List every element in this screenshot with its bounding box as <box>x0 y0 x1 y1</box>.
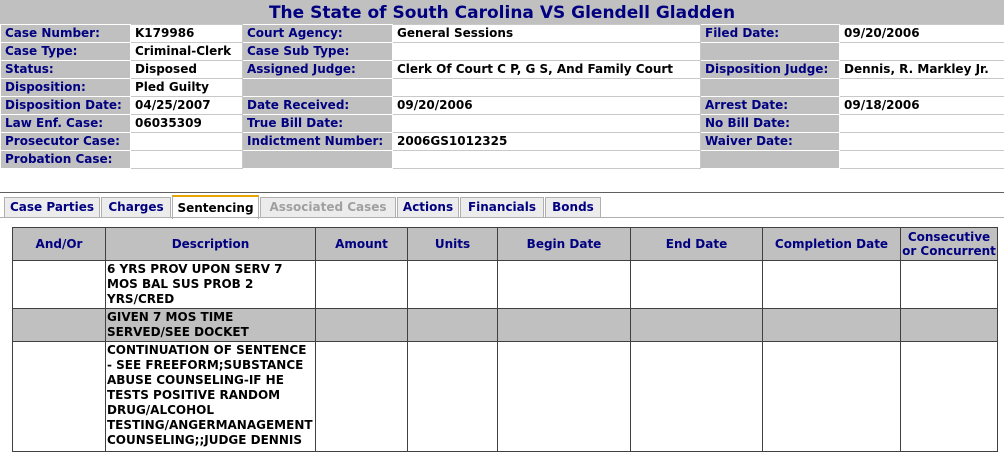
field-value: 04/25/2007 <box>131 97 243 115</box>
tab-case-parties[interactable]: Case Parties <box>4 197 100 217</box>
field-label: Court Agency: <box>243 25 393 43</box>
field-value: Dennis, R. Markley Jr. <box>840 61 1004 79</box>
field-label: Indictment Number: <box>243 133 393 151</box>
field-label: Waiver Date: <box>701 133 840 151</box>
field-value <box>393 79 701 97</box>
field-value: 06035309 <box>131 115 243 133</box>
field-value <box>840 151 1004 169</box>
tab-associated-cases: Associated Cases <box>260 197 396 217</box>
table-cell <box>631 261 763 309</box>
field-label: Arrest Date: <box>701 97 840 115</box>
page-title: The State of South Carolina VS Glendell Gladden <box>0 0 1004 24</box>
description-line: TESTING/ANGERMANAGEMENT <box>107 418 313 432</box>
description-line: COUNSELING;;JUDGE DENNIS <box>107 433 302 447</box>
table-cell <box>13 261 106 309</box>
description-line: MOS BAL SUS PROB 2 <box>107 277 254 291</box>
table-cell <box>316 342 408 452</box>
field-value: 09/20/2006 <box>393 97 701 115</box>
table-cell <box>631 309 763 342</box>
case-info-row <box>1 43 1004 61</box>
description-cell <box>106 309 316 342</box>
sentencing-table <box>12 227 998 452</box>
table-cell <box>631 342 763 452</box>
field-label: Probation Case: <box>1 151 131 169</box>
field-label: Filed Date: <box>701 25 840 43</box>
field-label: Status: <box>1 61 131 79</box>
table-cell <box>408 261 498 309</box>
column-header: Units <box>408 228 498 261</box>
case-info-table <box>0 24 1004 169</box>
table-cell <box>316 261 408 309</box>
table-cell <box>901 261 998 309</box>
table-cell <box>901 342 998 452</box>
tab-charges[interactable]: Charges <box>101 197 171 217</box>
description-line: ABUSE COUNSELING-IF HE <box>107 373 284 387</box>
section-divider <box>0 192 1004 193</box>
description-line: - SEE FREEFORM;SUBSTANCE <box>107 358 304 372</box>
case-info-row <box>1 79 1004 97</box>
description-line: 6 YRS PROV UPON SERV 7 <box>107 262 283 276</box>
table-cell <box>901 309 998 342</box>
tab-financials[interactable]: Financials <box>460 197 544 217</box>
field-label <box>243 79 393 97</box>
field-label: No Bill Date: <box>701 115 840 133</box>
field-value: 09/18/2006 <box>840 97 1004 115</box>
table-row <box>13 261 998 309</box>
field-label: Prosecutor Case: <box>1 133 131 151</box>
field-value <box>393 43 701 61</box>
description-cell <box>106 261 316 309</box>
field-value <box>840 133 1004 151</box>
table-cell <box>763 309 901 342</box>
field-label: Disposition: <box>1 79 131 97</box>
field-label: Case Type: <box>1 43 131 61</box>
tab-baseline <box>0 217 1004 218</box>
field-value <box>840 43 1004 61</box>
field-value: Pled Guilty <box>131 79 243 97</box>
field-value <box>840 115 1004 133</box>
description-line: GIVEN 7 MOS TIME <box>107 310 234 324</box>
column-header: And/Or <box>13 228 106 261</box>
table-cell <box>13 309 106 342</box>
field-label: Law Enf. Case: <box>1 115 131 133</box>
description-line: YRS/CRED <box>107 292 175 306</box>
field-value: General Sessions <box>393 25 701 43</box>
field-label: Disposition Date: <box>1 97 131 115</box>
case-info-row <box>1 25 1004 43</box>
column-header: Consecutive or Concurrent <box>901 228 998 261</box>
column-header: Completion Date <box>763 228 901 261</box>
tab-actions[interactable]: Actions <box>397 197 459 217</box>
field-value: Disposed <box>131 61 243 79</box>
field-label <box>701 151 840 169</box>
field-label: Date Received: <box>243 97 393 115</box>
case-info-row <box>1 115 1004 133</box>
column-header: Amount <box>316 228 408 261</box>
field-value <box>393 151 701 169</box>
field-label: Assigned Judge: <box>243 61 393 79</box>
field-label: Disposition Judge: <box>701 61 840 79</box>
field-value: Clerk Of Court C P, G S, And Family Court <box>393 61 701 79</box>
field-value: Criminal-Clerk <box>131 43 243 61</box>
table-cell <box>316 309 408 342</box>
table-cell <box>763 261 901 309</box>
table-cell <box>408 342 498 452</box>
description-line: TESTS POSITIVE RANDOM <box>107 388 281 402</box>
table-row <box>13 309 998 342</box>
field-value <box>131 133 243 151</box>
table-row <box>13 342 998 452</box>
field-label: Case Sub Type: <box>243 43 393 61</box>
column-header: Begin Date <box>498 228 631 261</box>
description-line: DRUG/ALCOHOL <box>107 403 215 417</box>
tab-bonds[interactable]: Bonds <box>545 197 601 217</box>
case-info-row <box>1 61 1004 79</box>
table-cell <box>408 309 498 342</box>
field-label <box>701 43 840 61</box>
field-value: K179986 <box>131 25 243 43</box>
field-label <box>243 151 393 169</box>
description-line: SERVED/SEE DOCKET <box>107 325 249 339</box>
field-label <box>701 79 840 97</box>
case-info-row <box>1 97 1004 115</box>
field-value <box>393 115 701 133</box>
field-label: True Bill Date: <box>243 115 393 133</box>
sentencing-header-row <box>13 228 998 261</box>
field-value <box>131 151 243 169</box>
field-value: 2006GS1012325 <box>393 133 701 151</box>
tab-sentencing[interactable]: Sentencing <box>172 195 259 219</box>
column-header: End Date <box>631 228 763 261</box>
table-cell <box>498 261 631 309</box>
table-cell <box>763 342 901 452</box>
case-info-row <box>1 133 1004 151</box>
case-info-row <box>1 151 1004 169</box>
field-value <box>840 79 1004 97</box>
table-cell <box>13 342 106 452</box>
description-line: CONTINUATION OF SENTENCE <box>107 343 307 357</box>
table-cell <box>498 342 631 452</box>
field-label: Case Number: <box>1 25 131 43</box>
description-cell <box>106 342 316 452</box>
table-cell <box>498 309 631 342</box>
column-header: Description <box>106 228 316 261</box>
field-value: 09/20/2006 <box>840 25 1004 43</box>
